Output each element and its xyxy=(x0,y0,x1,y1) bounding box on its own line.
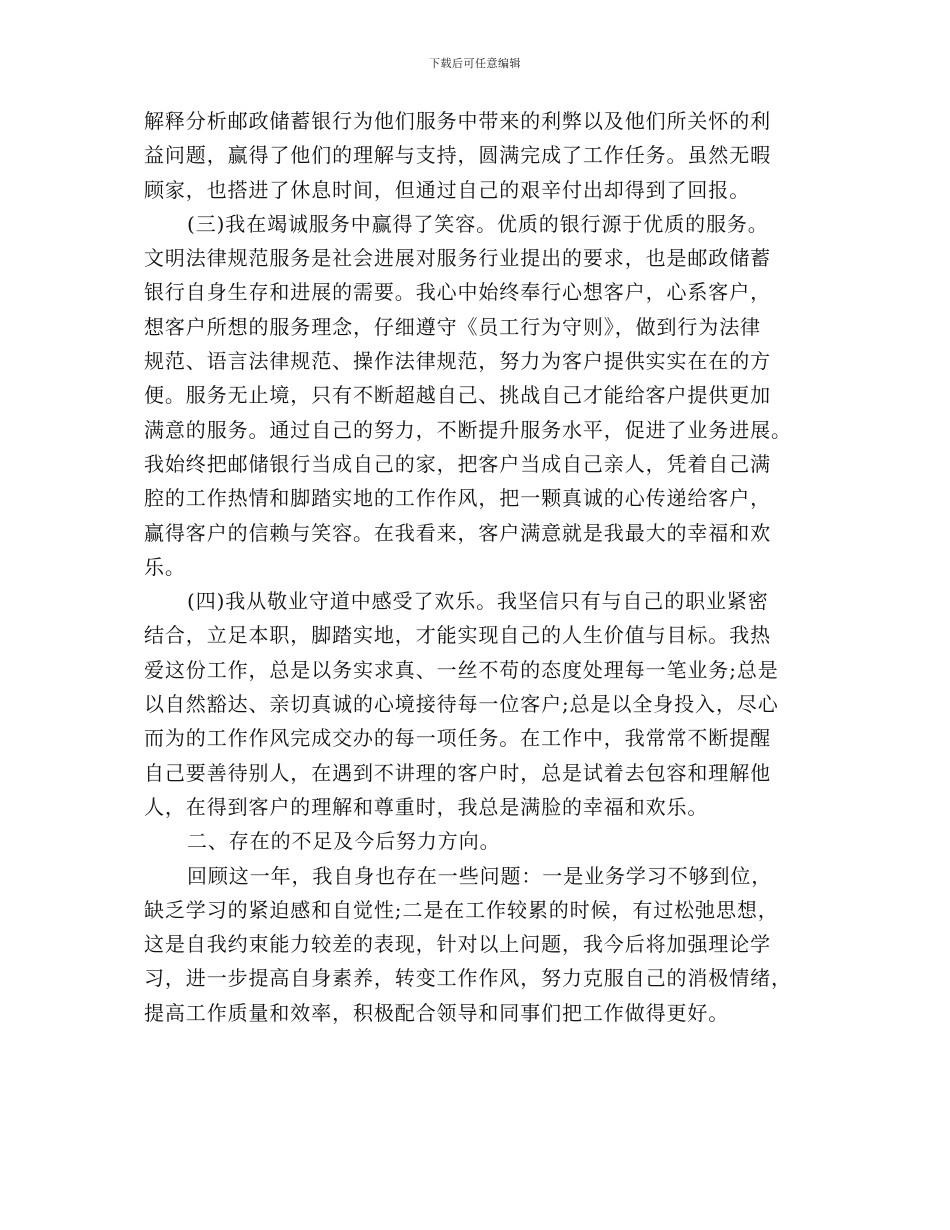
text-line: 顾家，也搭进了休息时间，但通过自己的艰辛付出却得到了回报。 xyxy=(144,177,751,202)
section-three-heading-line: (三)我在竭诚服务中赢得了笑容。优质的银行源于优质的服务。 xyxy=(187,211,769,236)
text-line: 益问题，赢得了他们的理解与支持，圆满完成了工作任务。虽然无暇 xyxy=(144,143,771,168)
text-line: 人，在得到客户的理解和尊重时，我总是满脸的幸福和欢乐。 xyxy=(144,794,709,819)
text-line: 以自然豁达、亲切真诚的心境接待每一位客户;总是以全身投入，尽心 xyxy=(144,692,779,717)
page-header: 下载后可任意编辑 xyxy=(429,57,521,70)
text-line: 规范、语言法律规范、操作法律规范，努力为客户提供实实在在的方 xyxy=(144,349,771,374)
text-line: 赢得客户的信赖与笑容。在我看来，客户满意就是我最大的幸福和欢 xyxy=(144,520,771,545)
text-line: 爱这份工作，总是以务实求真、一丝不苟的态度处理每一笔业务;总是 xyxy=(144,657,779,682)
text-line: 习，进一步提高自身素养，转变工作作风，努力克服自己的消极情绪， xyxy=(144,966,792,991)
text-line: 我始终把邮储银行当成自己的家，把客户当成自己亲人，凭着自己满 xyxy=(144,451,771,476)
text-line: 满意的服务。通过自己的努力，不断提升服务水平，促进了业务进展。 xyxy=(144,417,792,442)
text-line: 便。服务无止境，只有不断超越自己、挑战自己才能给客户提供更加 xyxy=(144,383,771,408)
text-line: 文明法律规范服务是社会进展对服务行业提出的要求，也是邮政储蓄 xyxy=(144,246,771,271)
document-body xyxy=(144,104,812,1030)
text-line: 结合，立足本职，脚踏实地，才能实现自己的人生价值与目标。我热 xyxy=(144,623,771,648)
text-line: 解释分析邮政储蓄银行为他们服务中带来的利弊以及他们所关怀的利 xyxy=(144,109,771,133)
text-line: 银行自身生存和进展的需要。我心中始终奉行心想客户，心系客户， xyxy=(144,280,771,305)
text-line: 想客户所想的服务理念，仔细遵守《员工行为守则》，做到行为法律 xyxy=(144,314,761,339)
text-line: 回顾这一年，我自身也存在一些问题：一是业务学习不够到位， xyxy=(187,863,773,888)
section-four-heading-line: (四)我从敬业守道中感受了欢乐。我坚信只有与自己的职业紧密 xyxy=(187,589,769,614)
text-line: 提高工作质量和效率，积极配合领导和同事们把工作做得更好。 xyxy=(144,1000,730,1025)
text-line: 缺乏学习的紧迫感和自觉性;二是在工作较累的时候，有过松弛思想， xyxy=(144,897,779,922)
section-two-heading: 二、存在的不足及今后努力方向。 xyxy=(187,829,501,854)
text-line: 腔的工作热情和脚踏实地的工作作风，把一颗真诚的心传递给客户， xyxy=(144,486,771,511)
text-line: 这是自我约束能力较差的表现，针对以上问题，我今后将加强理论学 xyxy=(144,932,771,957)
text-line: 而为的工作作风完成交办的每一项任务。在工作中，我常常不断提醒 xyxy=(144,726,771,751)
text-line: 乐。 xyxy=(144,554,186,579)
text-line: 自己要善待别人，在遇到不讲理的客户时，总是试着去包容和理解他 xyxy=(144,760,771,785)
